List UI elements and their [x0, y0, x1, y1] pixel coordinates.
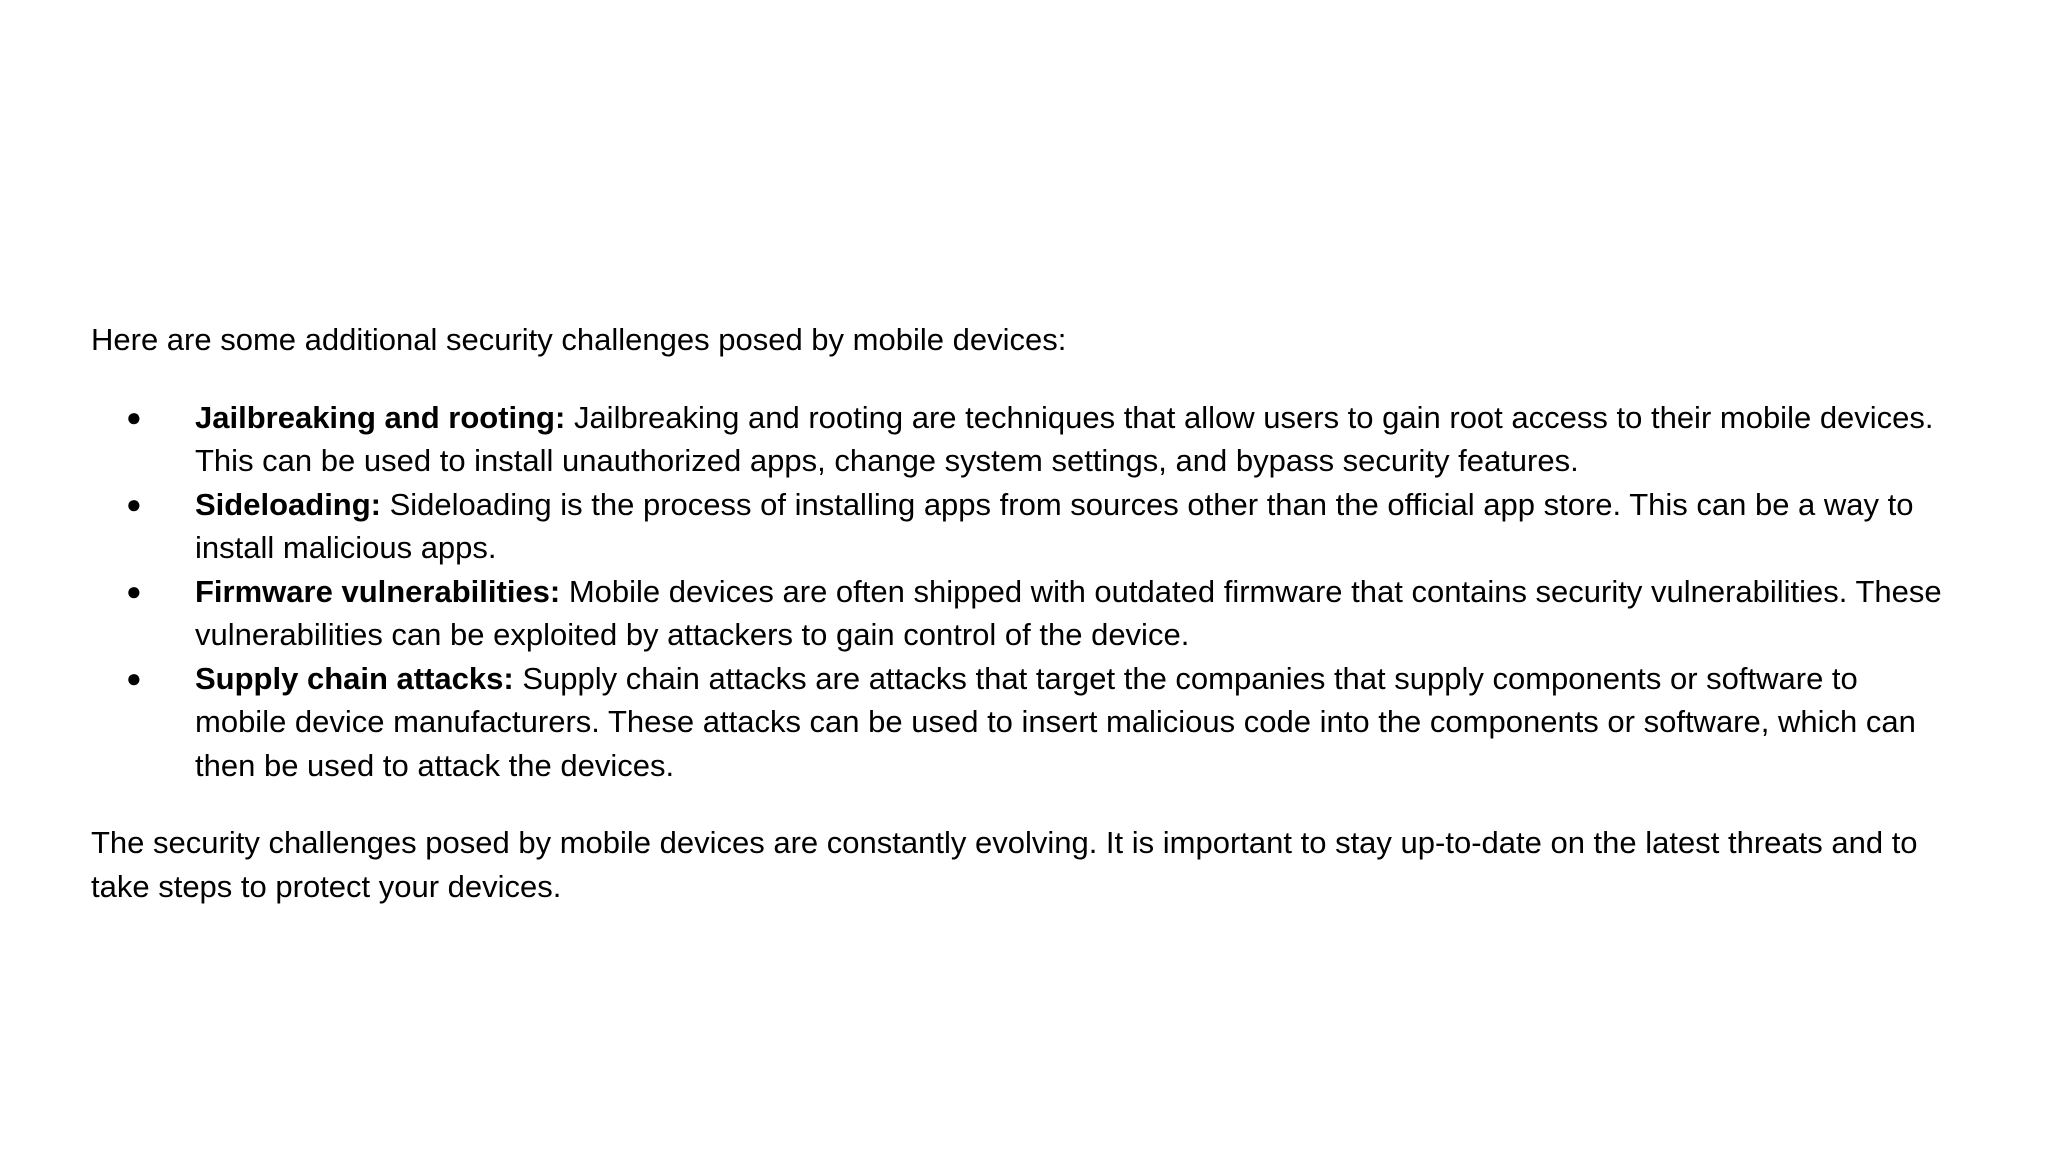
item-line: This can be used to install unauthorized apps, change system settings, and bypass security features. — [195, 443, 1579, 478]
item-line — [195, 570, 1991, 614]
bullet-icon: ● — [126, 488, 142, 519]
list-item — [91, 396, 1991, 483]
item-term: Sideloading: — [195, 486, 381, 522]
item-text: Jailbreaking and rooting are techniques that allow users to gain root access to their mobile devices. — [565, 399, 1934, 435]
item-term: Firmware vulnerabilities: — [195, 573, 561, 609]
list-item — [91, 657, 1991, 788]
item-text: Sideloading is the process of installing apps from sources other than the official app store. This can be a way to — [381, 486, 1914, 522]
item-line: install malicious apps. — [195, 530, 497, 565]
item-line: mobile device manufacturers. These attacks can be used to insert malicious code into the components or software, which can — [195, 704, 1916, 739]
item-line — [195, 657, 1991, 701]
item-text: Mobile devices are often shipped with outdated firmware that contains security vulnerabilities. These — [560, 573, 1942, 609]
item-line: then be used to attack the devices. — [195, 747, 675, 783]
item-line — [195, 483, 1991, 527]
item-term: Supply chain attacks: — [195, 660, 514, 696]
item-line: vulnerabilities can be exploited by attackers to gain control of the device. — [195, 617, 1190, 652]
intro-paragraph: Here are some additional security challenges posed by mobile devices: — [91, 322, 1067, 357]
document-body — [91, 318, 1991, 908]
bullet-icon: ● — [126, 401, 142, 432]
item-line — [195, 396, 1991, 440]
conclusion-line: The security challenges posed by mobile devices are constantly evolving. It is important to stay up-to-date on the latest threats and to — [91, 825, 1918, 860]
bullet-icon: ● — [126, 575, 142, 606]
item-term: Jailbreaking and rooting: — [195, 399, 566, 435]
item-text: Supply chain attacks are attacks that target the companies that supply components or software to — [513, 660, 1858, 696]
challenges-list — [91, 396, 1991, 788]
conclusion-line: take steps to protect your devices. — [91, 868, 562, 904]
bullet-icon: ● — [126, 662, 142, 693]
list-item — [91, 570, 1991, 657]
conclusion-paragraph — [91, 821, 1991, 908]
list-item — [91, 483, 1991, 570]
